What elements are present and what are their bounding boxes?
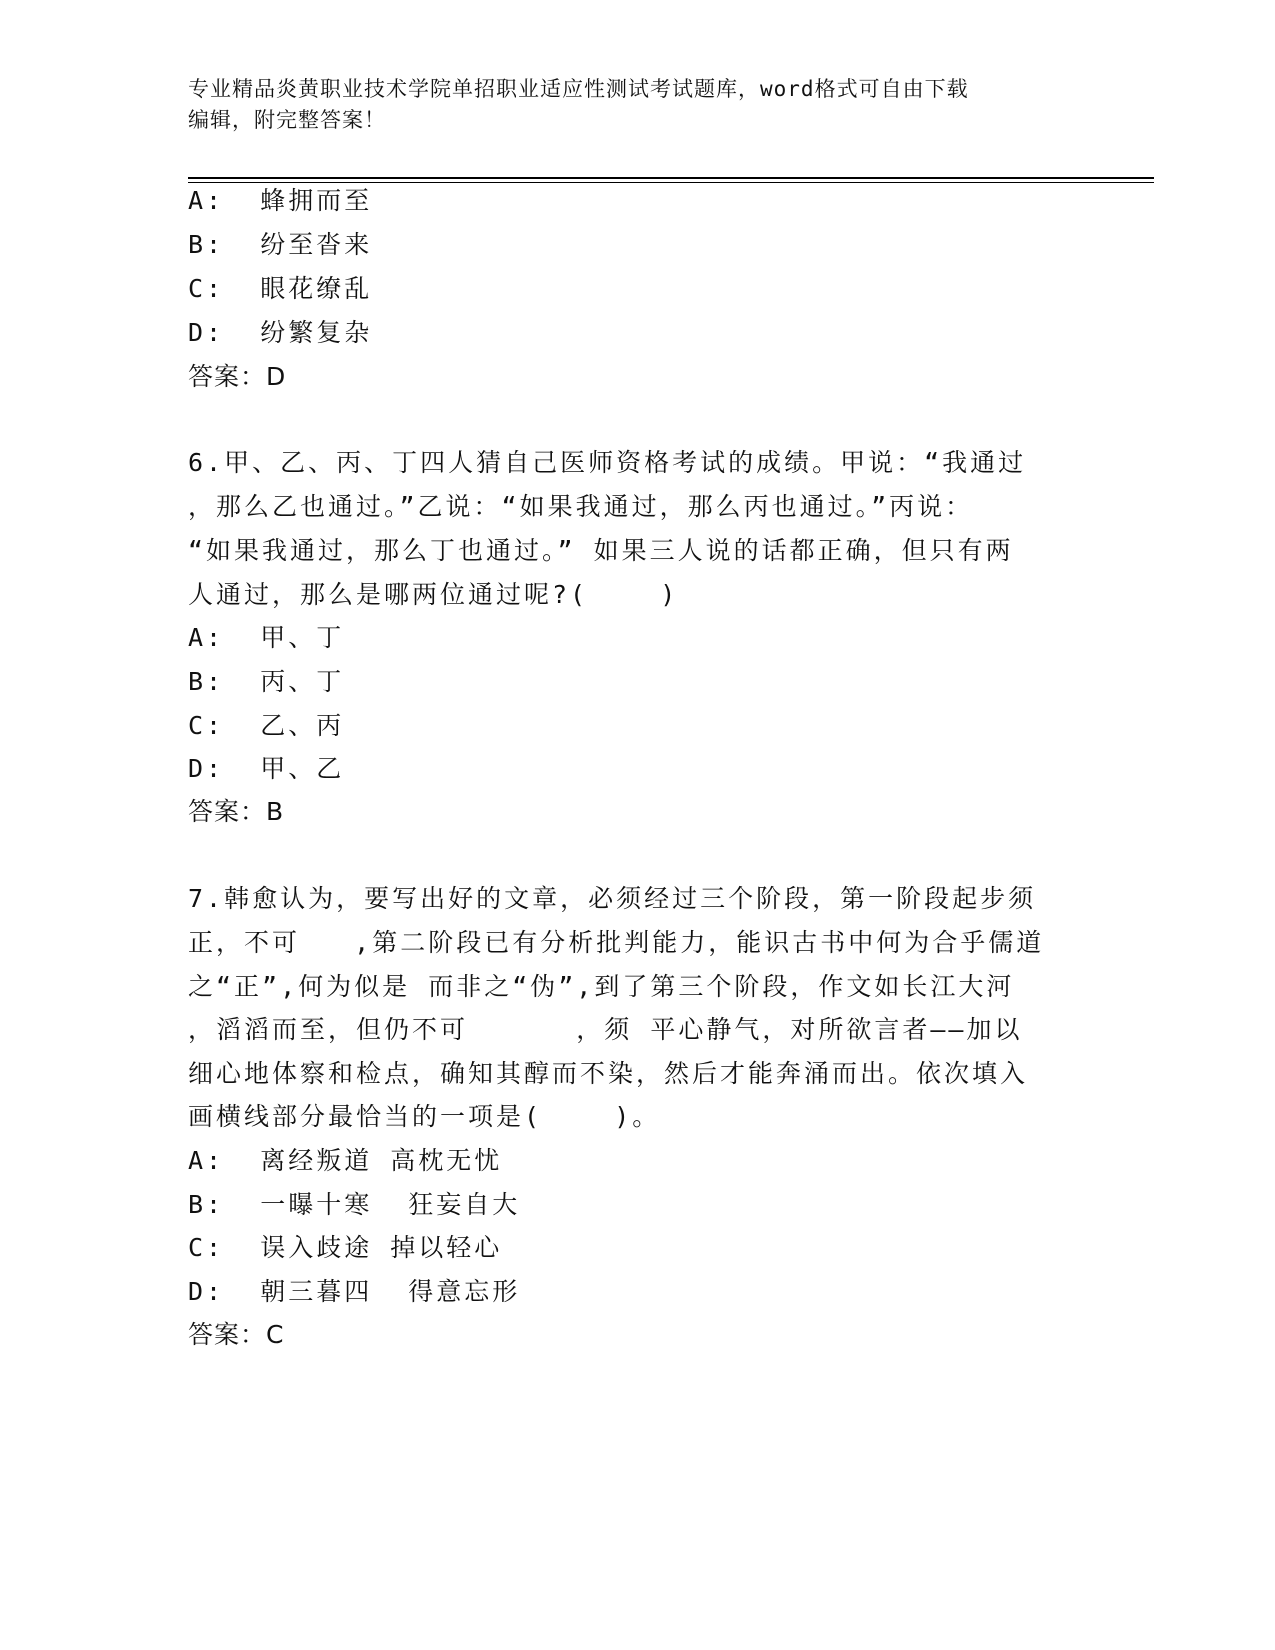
q5-option-c: C: 眼花缭乱 [188, 274, 373, 303]
q7-stem-line-2: 正，不可 ,第二阶段已有分析批判能力，能识古书中何为合乎儒道 [188, 928, 1045, 957]
q7-option-d: D: 朝三暮四 得意忘形 [188, 1277, 521, 1306]
header-divider-thick [188, 177, 1154, 179]
header-line-2: 编辑，附完整答案！ [188, 108, 386, 132]
q7-answer: 答案：C [188, 1320, 285, 1349]
q6-stem-line-1: 6.甲、乙、丙、丁四人猜自己医师资格考试的成绩。甲说：“我通过 [188, 448, 1027, 477]
q7-stem-line-3: 之“正”,何为似是 而非之“伪”,到了第三个阶段，作文如长江大河 [188, 972, 1015, 1001]
q6-option-b: B: 丙、丁 [188, 667, 345, 696]
q6-stem-line-2: ，那么乙也通过。”乙说：“如果我通过，那么丙也通过。”丙说： [188, 492, 974, 521]
q7-option-c: C: 误入歧途 掉以轻心 [188, 1233, 503, 1262]
q7-stem-line-4: ，滔滔而至，但仍不可 ，须 平心静气，对所欲言者——加以 [188, 1015, 1023, 1044]
q6-stem-line-4: 人通过，那么是哪两位通过呢?( ) [188, 580, 679, 609]
q6-stem-line-3: “如果我通过，那么丁也通过。” 如果三人说的话都正确，但只有两 [188, 536, 1014, 565]
q7-option-b: B: 一曝十寒 狂妄自大 [188, 1190, 521, 1219]
q6-option-d: D: 甲、乙 [188, 754, 345, 783]
q7-option-a: A: 离经叛道 高枕无忧 [188, 1146, 503, 1175]
header-divider-thin [188, 182, 1154, 183]
q5-answer: 答案：D [188, 362, 287, 391]
q7-stem-line-6: 画横线部分最恰当的一项是( )。 [188, 1102, 661, 1131]
q6-answer: 答案：B [188, 797, 285, 826]
q5-option-b: B: 纷至沓来 [188, 230, 373, 259]
header-line-1: 专业精品炎黄职业技术学院单招职业适应性测试考试题库，word格式可自由下载 [188, 77, 969, 101]
q5-option-d: D: 纷繁复杂 [188, 318, 373, 347]
q6-option-c: C: 乙、丙 [188, 711, 345, 740]
q7-stem-line-5: 细心地体察和检点，确知其醇而不染，然后才能奔涌而出。依次填入 [188, 1059, 1029, 1088]
q5-option-a: A: 蜂拥而至 [188, 186, 373, 215]
q6-option-a: A: 甲、丁 [188, 623, 345, 652]
document-header [188, 74, 1088, 136]
q7-stem-line-1: 7.韩愈认为，要写出好的文章，必须经过三个阶段，第一阶段起步须 [188, 884, 1037, 913]
